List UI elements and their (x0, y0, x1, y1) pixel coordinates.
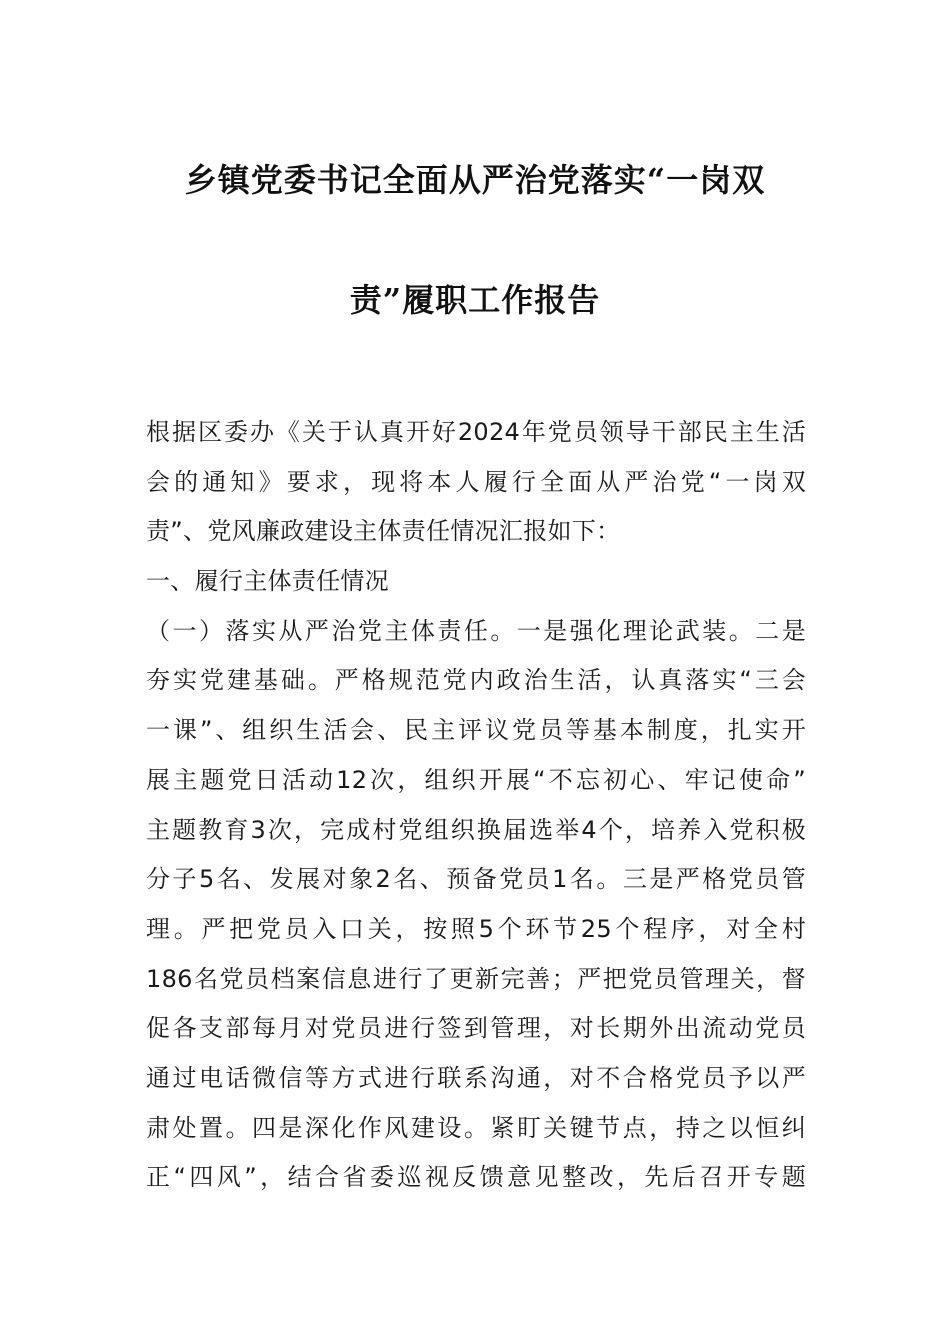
body-line-2: 会的通知》要求，现将本人履行全面从严治党“一岗双 (146, 467, 806, 496)
section-heading-1: 一、履行主体责任情况 (146, 567, 389, 596)
body-line-6: 夯实党建基础。严格规范党内政治生活，认真落实“三会 (146, 666, 806, 695)
body-line-9: 主题教育3次，完成村党组织换届选举4个，培养入党积极 (146, 815, 806, 844)
body-line-7: 一课”、组织生活会、民主评议党员等基本制度，扎实开 (146, 716, 806, 745)
document-title-line-1: 乡镇党委书记全面从严治党落实“一岗双 (184, 161, 766, 199)
body-line-16: 正“四风”，结合省委巡视反馈意见整改，先后召开专题 (146, 1163, 806, 1192)
body-line-14: 通过电话微信等方式进行联系沟通，对不合格党员予以严 (146, 1063, 806, 1092)
body-line-10: 分子5名、发展对象2名、预备党员1名。三是严格党员管 (146, 865, 806, 894)
body-line-12: 186名党员档案信息进行了更新完善；严把党员管理关，督 (146, 964, 806, 993)
body-line-5: （一）落实从严治党主体责任。一是强化理论武装。二是 (146, 616, 806, 645)
body-line-3: 责”、党风廉政建设主体责任情况汇报如下： (146, 517, 621, 546)
body-line-11: 理。严把党员入口关，按照5个环节25个程序，对全村 (146, 914, 806, 943)
document-title-line-2: 责”履职工作报告 (349, 281, 601, 319)
body-line-15: 肃处置。四是深化作风建设。紧盯关键节点，持之以恒纠 (146, 1113, 806, 1142)
body-line-1: 根据区委办《关于认真开好2024年党员领导干部民主生活 (146, 418, 806, 446)
document-body (146, 408, 806, 1203)
body-line-13: 促各支部每月对党员进行签到管理，对长期外出流动党员 (146, 1014, 806, 1043)
body-line-8: 展主题党日活动12次，组织开展“不忘初心、牢记使命” (146, 765, 806, 794)
